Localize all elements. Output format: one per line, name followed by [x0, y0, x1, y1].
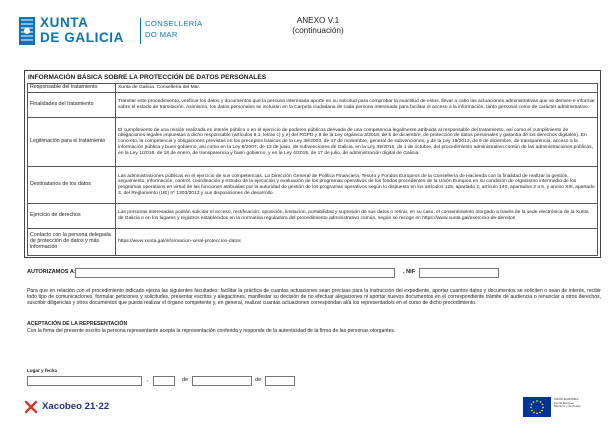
eu-fund-text — [554, 398, 602, 409]
xunta-emblem-icon — [18, 16, 36, 46]
table-row — [28, 229, 598, 256]
row-value: https://www.xunta.gal/informacion-xeral-proteccion-datos — [116, 229, 598, 256]
row-label: Ejercicio de derechos — [28, 204, 116, 229]
row-label: Contacto con la persona delegada de protección de datos y más información — [28, 229, 116, 256]
xacobeo-text: Xacobeo 21·22 — [42, 401, 110, 412]
logo-separator — [140, 18, 141, 44]
data-protection-table — [27, 83, 598, 256]
page-header — [18, 12, 598, 52]
acceptance-text: Con la firma del presente escrito la persona representante acepta la representación conferida y responde de la autenticidad de la firma de las personas otorgantes. — [27, 328, 396, 334]
table-row — [28, 204, 598, 229]
year-field[interactable] — [265, 376, 295, 386]
row-label: Destinatarios de los datos — [28, 167, 116, 204]
table-row — [28, 84, 598, 93]
row-value: Tramitar este procedimiento, verificar los datos y documentos que la persona interesada aporte en su solicitud para comprobar la exactitud de estos, llevar a cabo las actuaciones administrativas que se deriven e informar sobre el estado de tramitación. Asimismo, los datos personales se incluirán en la Carpeta ciudadana de cada persona interesada para facilitar el acceso a la información, tanto personal como de carácter administrativo. — [116, 93, 598, 118]
nif-label: , NIF — [403, 269, 416, 275]
row-label: Legitimación para el tratamiento — [28, 118, 116, 167]
annex-subtitle: (continuación) — [292, 26, 344, 35]
eu-line1: UNIÓN EUROPEA — [554, 397, 579, 401]
row-value: Xunta de Galicia. Consellería del Mar. — [116, 84, 598, 93]
table-row — [28, 167, 598, 204]
annex-heading — [268, 16, 368, 36]
place-field[interactable] — [27, 376, 142, 386]
eu-flag-icon — [523, 397, 551, 417]
logo-line2: DE GALICIA — [40, 30, 125, 45]
acceptance-title: ACEPTACIÓN DE LA REPRESENTACIÓN — [27, 321, 128, 327]
xacobeo-emblem-icon — [24, 400, 38, 414]
xacobeo-logo — [24, 399, 124, 415]
logo-line1: XUNTA — [40, 15, 89, 30]
authorized-name-field[interactable] — [75, 268, 395, 278]
place-date-label: Lugar y fecha — [27, 368, 57, 373]
place-date-row — [27, 376, 447, 387]
dept-line2: DO MAR — [145, 30, 178, 39]
eu-fund-logo — [523, 397, 601, 419]
xunta-logo — [18, 14, 203, 48]
date-separator-1: de — [182, 377, 189, 383]
row-label: Responsable del tratamiento — [28, 84, 116, 93]
data-protection-title: INFORMACIÓN BÁSICA SOBRE LA PROTECCIÓN DE DATOS PERSONALES — [28, 74, 267, 81]
row-value: Las personas interesadas podrán solicitar el acceso, rectificación, oposición, limitación, portabilidad y supresión de sus datos o retirar, en su caso, el consentimiento otorgado a través de la sede electrónica de la Xunta de Galicia o en los lugares y registros establecidos en la normativa reguladora del procedimiento administrativo común, según se recoge en https://www.xunta.gal/exercicio-de-dereitos — [116, 204, 598, 229]
row-label: Finalidades del tratamiento — [28, 93, 116, 118]
authorization-row — [27, 268, 601, 279]
data-protection-box — [24, 70, 601, 258]
authorize-label: AUTORIZAMOS A: — [27, 269, 76, 275]
place-comma: , — [147, 377, 149, 383]
date-separator-2: de — [255, 377, 262, 383]
day-field[interactable] — [153, 376, 175, 386]
table-row — [28, 118, 598, 167]
eu-line3: Marítimo y de Pesca — [554, 404, 581, 409]
month-field[interactable] — [192, 376, 252, 386]
annex-title: ANEXO V.1 — [296, 16, 340, 25]
row-value: El cumplimiento de una misión realizada en interés público o en el ejercicio de poderes públicos derivada de una competencia legalmente atribuida al responsable del tratamiento, así como el cumplimiento de obligaciones legales impuestas a dicho responsable (artículos 6.1, letras c) y e) del RGPD y 8 de la Ley orgánica 3/2018, de 5 de diciembre, de protección de datos personales y garantía de los derechos digitales). En concreto, la competencia y obligaciones previstas en los preceptos básicos de la Ley 38/2003, de 17 de noviembre, general de subvenciones, y de la Ley 19/2013, de 9 de diciembre, de transparencia, acceso a la información pública y buen gobierno, así como en la Ley 9/2007, de 13 de junio, de subvenciones de Galicia, en la Ley 39/2015, de 1 de octubre, del procedimiento administrativo común de las administraciones públicas, en la Ley 1/2016, de 18 de enero, de transparencia y buen gobierno, y en la Ley 4/2019, de 17 de julio, de administración digital de Galicia. — [116, 118, 598, 167]
table-row — [28, 93, 598, 118]
row-value: Las administraciones públicas en el ejercicio de sus competencias. La Dirección General de Política Financiera, Tesoro y Fondos Europeos de la Consellería de Hacienda con la finalidad de realizar la gestión, seguimiento, información, control, coordinación y estudio de la ejecución y evaluación de los programas operativos de los fondos procedentes de la Unión Europea en su condición de organismo intermedio de los programas operativos en virtud de las funciones atribuidas por la autoridad de gestión de los programas operativos según lo dispuesto en los artículos 125, apartado 2, artículo 140, apartados 3 a 5, y anexo XIII, apartado 3, del Reglamento (UE) nº 1303/2013 y sus disposiciones de desarrollo. — [116, 167, 598, 204]
nif-field[interactable] — [419, 268, 499, 278]
representation-paragraph: Para que en relación con el procedimiento indicado ejerza las siguientes facultades: facilitar la práctica de cuantas actuaciones sean precisas para la instrucción del expediente, aportar cuantos datos y documentos se soliciten o sean de interés, recibir todo tipo de comunicaciones, formular peticiones y solicitudes, presentar escritos y alegaciones, manifestar su decisión de no efectuar alegaciones ni aportar nuevos documentos en el correspondiente trámite de audiencia o renunciar a otros derechos, suscribir diligencias y otros documentos que pueda realizar el órgano competente y, en general, realizar cuantas actuaciones correspondan al/a los representado/s en el curso de dicho procedimiento. — [27, 288, 601, 306]
dept-line1: CONSELLERÍA — [145, 19, 203, 28]
eu-line2: Fondo Europeo — [554, 400, 574, 405]
